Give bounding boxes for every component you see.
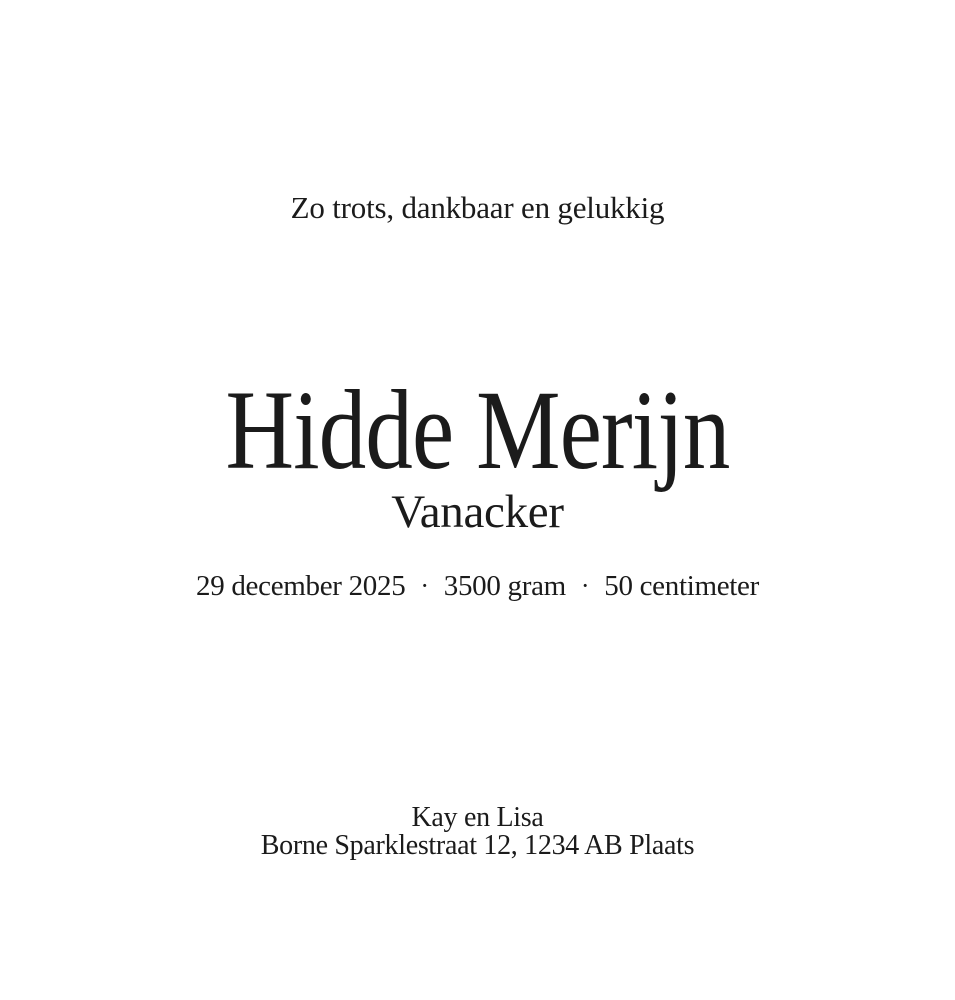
baby-first-names: Hidde Merijn [225,368,730,493]
tagline: Zo trots, dankbaar en gelukkig [290,190,665,225]
birth-length: 50 centimeter [604,570,759,602]
separator-dot: · [420,571,429,600]
birth-weight: 3500 gram [443,570,566,602]
footer [0,804,955,860]
birth-details [0,571,955,601]
baby-last-name: Vanacker [391,486,564,538]
separator-dot: · [580,571,590,600]
birth-date: 29 december 2025 [196,570,406,602]
parents-names: Kay en Lisa [411,802,544,833]
home-address: Borne Sparklestraat 12, 1234 AB Plaats [260,830,695,861]
